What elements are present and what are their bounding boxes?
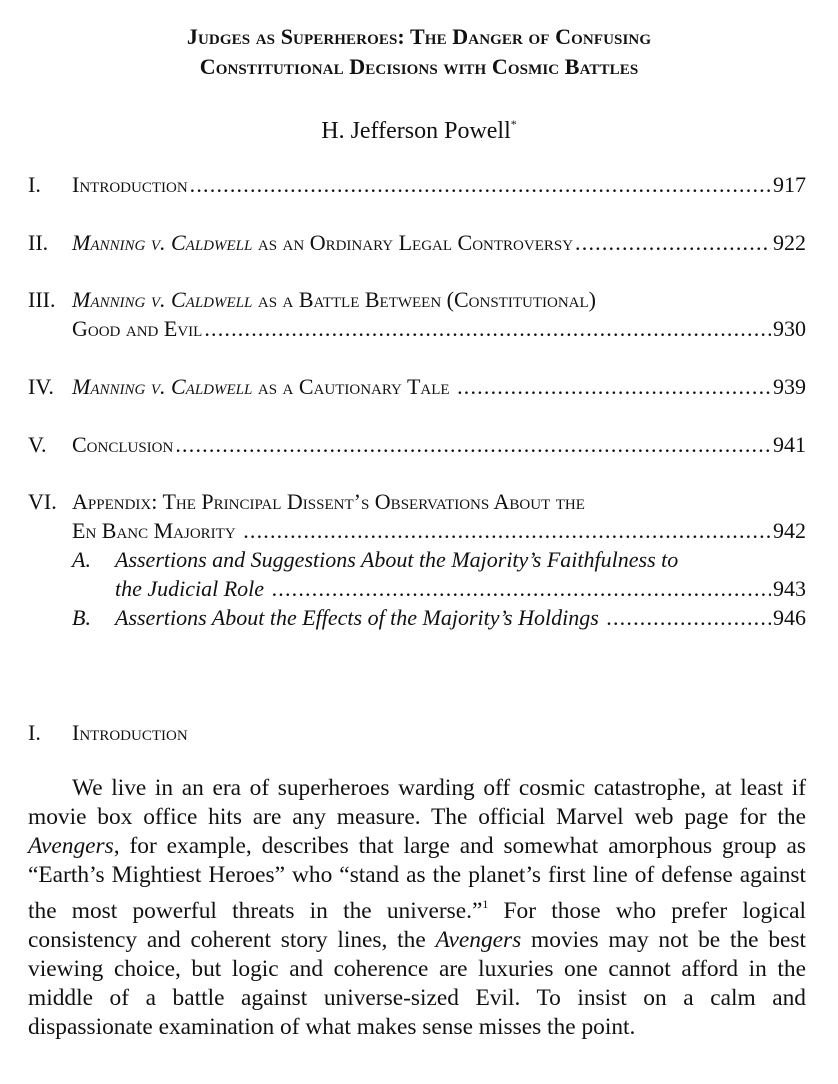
body-text: We live in an era of superheroes warding off cosmic catastrophe, at least if movie box office hits are any measure. The official Marvel web page for the <box>28 775 806 830</box>
section-number: I. <box>28 720 41 745</box>
body-paragraph <box>28 774 806 1042</box>
toc-line <box>72 430 806 460</box>
section-heading <box>28 718 188 748</box>
author-byline <box>0 108 838 147</box>
toc-line <box>72 516 806 546</box>
toc-case-name: Manning v. Caldwell <box>72 374 253 399</box>
toc-number: II. <box>28 230 49 255</box>
toc-page: 942 <box>773 518 806 543</box>
toc-number: VI. <box>28 489 57 514</box>
toc-label: Conclusion <box>72 432 174 457</box>
author-name: H. Jefferson Powell <box>321 118 511 144</box>
toc-page: 941 <box>773 432 806 457</box>
toc-sub-label: Assertions and Suggestions About the Majority’s Faithfulness to <box>115 547 679 572</box>
body-text: , for example, describes that large and somewhat amorphous group as “Earth’s Mightiest Heroes” who “stand as the planet’s first line of defense against the most powerful threats in the universe.” <box>28 833 806 924</box>
toc-page: 946 <box>773 605 806 630</box>
toc-label-continued: Good and Evil <box>72 316 203 341</box>
toc-label-continued: En Banc Majority <box>72 518 242 543</box>
toc-sub-label: Assertions About the Effects of the Majority’s Holdings <box>115 605 605 630</box>
toc-case-name: Manning v. Caldwell <box>72 287 253 312</box>
toc-sub-label-continued: the Judicial Role <box>115 576 270 601</box>
toc-line <box>72 372 806 402</box>
toc-label: as a Cautionary Tale <box>252 374 456 399</box>
body-text: For those who prefer logical consistency and coherent story lines, the <box>28 898 806 953</box>
toc-label: Introduction <box>72 172 188 197</box>
toc-page: 939 <box>773 374 806 399</box>
dot-leader <box>606 603 771 633</box>
section-title: Introduction <box>72 720 188 745</box>
toc-number: V. <box>28 432 47 457</box>
toc-line <box>115 603 806 633</box>
dot-leader <box>190 170 771 200</box>
toc-sub-letter: A. <box>72 547 91 572</box>
article-title-line-1: Judges as Superheroes: The Danger of Confusing <box>186 24 652 49</box>
toc-label: as a Battle Between (Constitutional) <box>252 287 596 312</box>
body-text: movies may not be the best viewing choice, but logic and coherence are luxuries one cannot afford in the middle of a battle against universe-sized Evil. To insist on a calm and dispassionate examination of what makes sense misses the point. <box>28 927 806 1040</box>
toc-case-name: Manning v. Caldwell <box>72 230 253 255</box>
toc-line <box>72 170 806 200</box>
article-title-line-2: Constitutional Decisions with Cosmic Battles <box>199 54 639 79</box>
toc-line <box>72 314 806 344</box>
toc-line <box>115 574 806 604</box>
toc-number: III. <box>28 287 56 312</box>
toc-page: 917 <box>773 172 806 197</box>
body-italic-title: Avengers <box>435 927 522 953</box>
dot-leader <box>243 516 771 546</box>
footnote-marker: 1 <box>482 897 489 911</box>
dot-leader <box>175 430 771 460</box>
toc-number: IV. <box>28 374 54 399</box>
toc-line <box>72 228 806 258</box>
body-italic-title: Avengers <box>28 833 114 859</box>
toc-label: Appendix: The Principal Dissent’s Observations About the <box>72 489 585 514</box>
author-footnote-mark: * <box>510 117 517 131</box>
dot-leader <box>272 574 771 604</box>
toc-number: I. <box>28 172 41 197</box>
toc-label: as an Ordinary Legal Controversy <box>252 230 574 255</box>
toc-line <box>72 285 596 315</box>
dot-leader <box>204 314 771 344</box>
dot-leader <box>575 228 771 258</box>
toc-page: 943 <box>773 576 806 601</box>
toc-page: 930 <box>773 316 806 341</box>
toc-sub-letter: B. <box>72 605 91 630</box>
toc-page: 922 <box>773 230 806 255</box>
dot-leader <box>457 372 771 402</box>
